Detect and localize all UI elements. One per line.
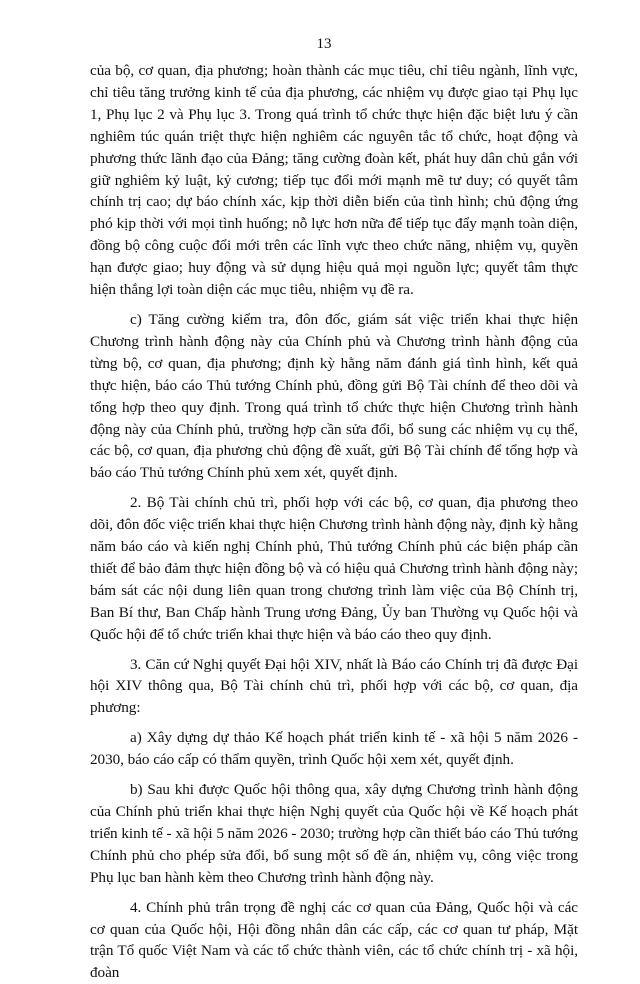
paragraph-item-c: c) Tăng cường kiểm tra, đôn đốc, giám sát việc triển khai thực hiện Chương trình hành động này của Chính phủ và Chương trình hành động của từng bộ, cơ quan, địa phương; định kỳ hằng năm đánh giá tình hình, kết quả thực hiện, báo cáo Thủ tướng Chính phủ, đồng gửi Bộ Tài chính để theo dõi và tổng hợp theo quy định. Trong quá trình tổ chức thực hiện Chương trình hành động này của Chính phủ, trường hợp cần sửa đổi, bổ sung các nhiệm vụ cụ thể, các bộ, cơ quan, địa phương chủ động đề xuất, gửi Bộ Tài chính để tổng hợp và báo cáo Thủ tướng Chính phủ xem xét, quyết định. [90,310,578,482]
paragraph-item-3: 3. Căn cứ Nghị quyết Đại hội XIV, nhất là Báo cáo Chính trị đã được Đại hội XIV thông qua, Bộ Tài chính chủ trì, phối hợp với các bộ, cơ quan, địa phương: [90,655,578,717]
paragraph-item-3a: a) Xây dựng dự thảo Kế hoạch phát triển kinh tế - xã hội 5 năm 2026 - 2030, báo cáo cấp có thẩm quyền, trình Quốc hội xem xét, quyết định. [90,729,578,769]
page-number: 13 [316,36,332,52]
paragraph-continuation: của bộ, cơ quan, địa phương; hoàn thành các mục tiêu, chỉ tiêu ngành, lĩnh vực, chỉ tiêu tăng trưởng kinh tế của địa phương, các nhiệm vụ được giao tại Phụ lục 1, Phụ lục 2 và Phụ lục 3. Trong quá trình tổ chức thực hiện đặc biệt lưu ý cần nghiêm túc quán triệt thực hiện nghiêm các nguyên tắc tổ chức, hoạt động và phương thức lãnh đạo của Đảng; tăng cường đoàn kết, phát huy dân chủ gắn với giữ nghiêm kỷ luật, kỷ cương; tiếp tục đổi mới mạnh mẽ tư duy; có quyết tâm chính trị cao; dự báo chính xác, kịp thời diễn biến của tình hình; chủ động ứng phó kịp thời với mọi tình huống; nỗ lực hơn nữa để tiếp tục đẩy mạnh toàn diện, đồng bộ công cuộc đổi mới trên các lĩnh vực theo chức năng, nhiệm vụ, quyền hạn được giao; huy động và sử dụng hiệu quả mọi nguồn lực; quyết tâm thực hiện thắng lợi toàn diện các mục tiêu, nhiệm vụ đề ra. [90,62,578,299]
paragraph-item-4: 4. Chính phủ trân trọng đề nghị các cơ quan của Đảng, Quốc hội và các cơ quan của Quốc hội, Hội đồng nhân dân các cấp, các cơ quan tư pháp, Mặt trận Tổ quốc Việt Nam và các tổ chức thành viên, các tổ chức chính trị - xã hội, đoàn [90,898,578,982]
paragraph-item-3b: b) Sau khi được Quốc hội thông qua, xây dựng Chương trình hành động của Chính phủ triển khai thực hiện Nghị quyết của Quốc hội về Kế hoạch phát triển kinh tế - xã hội 5 năm 2026 - 2030; trường hợp cần thiết báo cáo Thủ tướng Chính phủ cho phép sửa đổi, bổ sung một số đề án, nhiệm vụ, công việc trong Phụ lục ban hành kèm theo Chương trình hành động này. [90,781,578,886]
paragraph-item-2: 2. Bộ Tài chính chủ trì, phối hợp với các bộ, cơ quan, địa phương theo dõi, đôn đốc việc triển khai thực hiện Chương trình hành động này, định kỳ hằng năm báo cáo và kiến nghị Chính phủ, Thủ tướng Chính phủ các biện pháp cần thiết để bảo đảm thực hiện đồng bộ và có hiệu quả Chương trình hành động này; bám sát các nội dung liên quan trong chương trình làm việc của Bộ Chính trị, Ban Bí thư, Ban Chấp hành Trung ương Đảng, Ủy ban Thường vụ Quốc hội và Quốc hội để tổ chức triển khai thực hiện và báo cáo theo quy định. [90,494,578,643]
